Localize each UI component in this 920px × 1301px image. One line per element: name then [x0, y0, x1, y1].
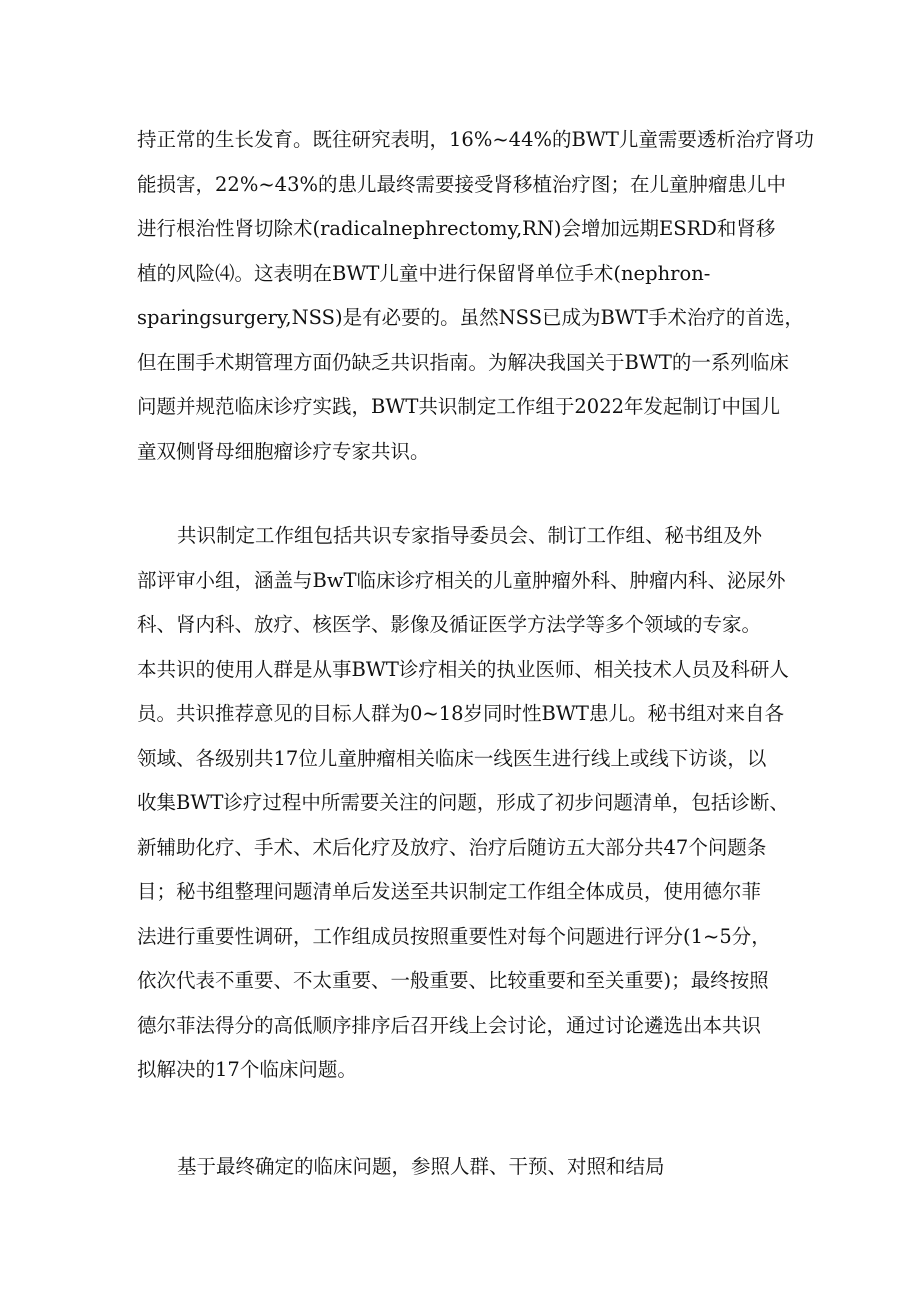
- text-line: 科、肾内科、放疗、核医学、影像及循证医学方法学等多个领域的专家。: [137, 613, 762, 636]
- text-line: 拟解决的17个临床问题。: [137, 1058, 357, 1081]
- text-line: 共识制定工作组包括共识专家指导委员会、制订工作组、秘书组及外: [177, 524, 763, 547]
- paragraph-1: [137, 118, 814, 474]
- text-line: 进行根治性肾切除术(radicalnephrectomy,RN)会增加远期ESRD和肾移: [137, 217, 776, 240]
- text-line: 领域、各级别共17位儿童肿瘤相关临床一线医生进行线上或线下访谈，以: [137, 746, 767, 770]
- text-line: 依次代表不重要、不太重要、一般重要、比较重要和至关重要)；最终按照: [137, 969, 769, 992]
- text-line: 基于最终确定的临床问题，参照人群、干预、对照和结局: [177, 1155, 665, 1178]
- text-line: 收集BWT诊疗过程中所需要关注的问题，形成了初步问题清单，包括诊断、: [137, 791, 789, 814]
- text-line: 法进行重要性调研，工作组成员按照重要性对每个问题进行评分(1~5分，: [137, 924, 771, 948]
- text-line: 童双侧肾母细胞瘤诊疗专家共识。: [137, 439, 430, 463]
- text-line: 植的风险⑷。这表明在BWT儿童中进行保留肾单位手术(nephron-: [137, 261, 711, 285]
- text-line: 但在围手术期管理方面仍缺乏共识指南。为解决我国关于BWT的一系列临床: [137, 350, 789, 374]
- text-line: 德尔菲法得分的高低顺序排序后召开线上会讨论，通过讨论遴选出本共识: [137, 1013, 762, 1037]
- text-line: 目；秘书组整理问题清单后发送至共识制定工作组全体成员，使用德尔菲: [137, 880, 762, 903]
- text-line: 本共识的使用人群是从事BWT诊疗相关的执业医师、相关技术人员及科研人: [137, 657, 789, 681]
- text-line: 新辅助化疗、手术、术后化疗及放疗、治疗后随访五大部分共47个问题条: [137, 835, 767, 859]
- text-line: sparingsurgery,NSS)是有必要的。虽然NSS已成为BWT手术治疗的首选，: [137, 306, 804, 329]
- text-line: 持正常的生长发育。既往研究表明，16%~44%的BWT儿童需要透析治疗肾功: [137, 128, 814, 151]
- paragraph-2: [137, 514, 787, 1093]
- paragraph-3: [137, 1145, 787, 1190]
- text-line: 能损害，22%~43%的患儿最终需要接受肾移植治疗图；在儿童肿瘤患儿中: [137, 172, 787, 196]
- text-line: 员。共识推荐意见的目标人群为0~18岁同时性BWT患儿。秘书组对来自各: [137, 702, 784, 725]
- text-line: 问题并规范临床诊疗实践，BWT共识制定工作组于2022年发起制订中国儿: [137, 395, 781, 418]
- text-line: 部评审小组，涵盖与BwT临床诊疗相关的儿童肿瘤外科、肿瘤内科、泌尿外: [137, 568, 786, 592]
